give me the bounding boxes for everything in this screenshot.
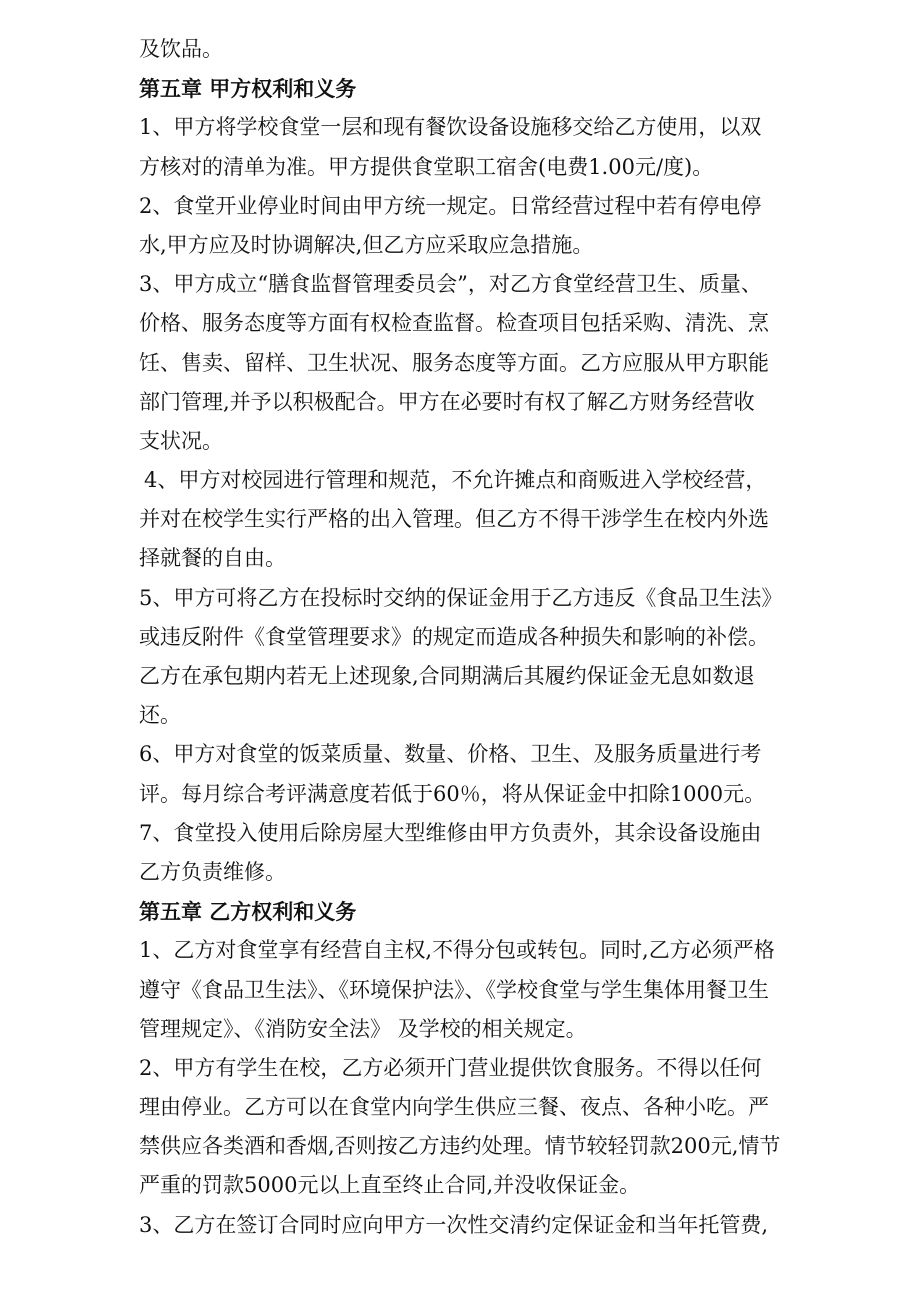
text-line: 1、乙方对食堂享有经营自主权,不得分包或转包。同时,乙方必须严格 xyxy=(139,938,775,963)
text-line: 或违反附件《食堂管理要求》的规定而造成各种损失和影响的补偿。 xyxy=(139,624,769,649)
text-line: 2、食堂开业停业时间由甲方统一规定。日常经营过程中若有停电停 xyxy=(139,193,762,218)
text-line: 6、甲方对食堂的饭菜质量、数量、价格、卫生、及服务质量进行考 xyxy=(139,742,762,767)
text-line: 及饮品。 xyxy=(139,37,223,61)
text-line: 遵守《食品卫生法》、《环境保护法》、《学校食堂与学生集体用餐卫生 xyxy=(139,977,769,1002)
text-line: 3、乙方在签订合同时应向甲方一次性交清约定保证金和当年托管费, xyxy=(139,1212,769,1237)
text-line: 乙方在承包期内若无上述现象,合同期满后其履约保证金无息如数退 xyxy=(139,664,755,688)
text-line: 择就餐的自由。 xyxy=(139,546,286,571)
text-line: 乙方负责维修。 xyxy=(139,859,286,884)
text-line: 评。每月综合考评满意度若低于60％，将从保证金中扣除1000元。 xyxy=(139,781,766,806)
text-line: 并对在校学生实行严格的出入管理。但乙方不得干涉学生在校内外选 xyxy=(139,507,769,532)
text-line: 1、甲方将学校食堂一层和现有餐饮设备设施移交给乙方使用，以双 xyxy=(139,115,762,140)
text-line: 严重的罚款5000元以上直至终止合同,并没收保证金。 xyxy=(139,1173,641,1198)
text-line: 2、甲方有学生在校，乙方必须开门营业提供饮食服务。不得以任何 xyxy=(139,1055,762,1080)
text-line: 支状况。 xyxy=(139,428,223,453)
text-line: 价格、服务态度等方面有权检查监督。检查项目包括采购、清洗、烹 xyxy=(139,311,769,336)
text-line: 禁供应各类酒和香烟,否则按乙方违约处理。情节较轻罚款200元,情节 xyxy=(139,1134,781,1159)
text-line: 水,甲方应及时协调解决,但乙方应采取应急措施。 xyxy=(139,232,594,257)
text-line: 3、甲方成立“膳食监督管理委员会”，对乙方食堂经营卫生、质量、 xyxy=(139,272,762,297)
text-line: 还。 xyxy=(139,703,181,728)
text-line: 5、甲方可将乙方在投标时交纳的保证金用于乙方违反《食品卫生法》 xyxy=(139,585,783,610)
text-line: 方核对的清单为准。甲方提供食堂职工宿舍(电费1.00元/度)。 xyxy=(139,154,714,179)
text-line: 部门管理,并予以积极配合。甲方在必要时有权了解乙方财务经营收 xyxy=(139,389,755,414)
chapter-heading-party-b: 第五章 乙方权利和义务 xyxy=(139,899,357,925)
text-line: 管理规定》、《消防安全法》 及学校的相关规定。 xyxy=(139,1016,587,1041)
text-line: 4、甲方对校园进行管理和规范，不允许摊点和商贩进入学校经营， xyxy=(144,468,767,493)
text-line: 饪、售卖、留样、卫生状况、服务态度等方面。乙方应服从甲方职能 xyxy=(139,350,769,375)
text-line: 7、食堂投入使用后除房屋大型维修由甲方负责外，其余设备设施由 xyxy=(139,820,762,845)
chapter-heading-party-a: 第五章 甲方权利和义务 xyxy=(139,76,357,102)
text-line: 理由停业。乙方可以在食堂内向学生供应三餐、夜点、各种小吃。严 xyxy=(139,1095,769,1120)
